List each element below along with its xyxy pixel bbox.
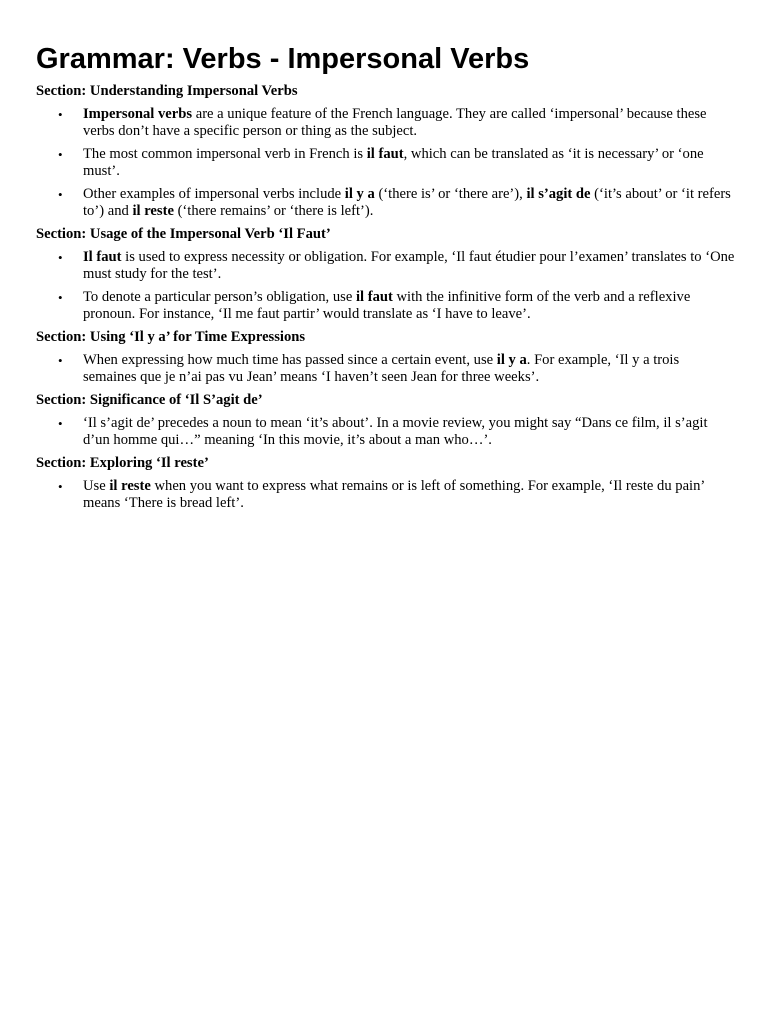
bullet-text: are a unique feature of the French language. They are called ‘impersonal’ because these verbs don’t have a specific person or thing as the subject. (83, 106, 707, 139)
bullet-item (36, 249, 736, 283)
bold-term: Impersonal verbs (83, 106, 193, 122)
bullet-icon: • (58, 416, 63, 431)
bullet-text: (‘it’s about’ or ‘it refers to’) and (83, 186, 731, 219)
section (36, 455, 736, 512)
bullet-icon: • (58, 353, 63, 368)
bullet-text: , which can be translated as ‘it is necessary’ or ‘one must’. (83, 146, 704, 179)
bullet-text: ‘Il s’agit de’ precedes a noun to mean ‘it’s about’. In a movie review, you might say “Dans ce film, il s’agit d’un homme qui…” meaning ‘In this movie, it’s about a man who…’. (83, 415, 708, 448)
bullet-icon: • (58, 290, 63, 305)
section (36, 83, 736, 220)
section-heading: Section: Exploring ‘Il reste’ (36, 455, 209, 471)
bold-term: il reste (132, 203, 174, 219)
bullet-item (36, 106, 736, 140)
section (36, 329, 736, 386)
bullet-text: Other examples of impersonal verbs include (83, 186, 345, 202)
bold-term: il y a (344, 186, 375, 202)
section-heading: Section: Understanding Impersonal Verbs (36, 83, 298, 99)
bullet-item (36, 478, 736, 512)
page-title: Grammar: Verbs - Impersonal Verbs (36, 43, 530, 75)
section-heading: Section: Significance of ‘Il S’agit de’ (36, 392, 263, 408)
bullet-icon: • (58, 250, 63, 265)
bullet-list (36, 478, 736, 512)
bold-term: il faut (355, 289, 393, 305)
bullet-list (36, 352, 736, 386)
section (36, 392, 736, 449)
section-heading: Section: Using ‘Il y a’ for Time Expressions (36, 329, 306, 345)
bold-term: il y a (496, 352, 527, 368)
bullet-list (36, 249, 736, 323)
bullet-list (36, 106, 736, 220)
bold-term: il reste (109, 478, 151, 494)
bullet-item (36, 352, 736, 386)
bullet-text: To denote a particular person’s obligation, use (83, 289, 356, 305)
bullet-text: When expressing how much time has passed since a certain event, use (83, 352, 497, 368)
bullet-icon: • (58, 187, 63, 202)
bullet-item (36, 289, 736, 323)
bullet-text: (‘there remains’ or ‘there is left’). (173, 203, 374, 219)
bullet-text: The most common impersonal verb in French is (83, 146, 367, 162)
bullet-item (36, 186, 736, 220)
bullet-text: (‘there is’ or ‘there are’), (374, 186, 527, 202)
bold-term: il s’agit de (526, 186, 591, 202)
bullet-text: Use (83, 478, 110, 494)
bold-term: Il faut (83, 249, 122, 265)
bullet-text: with the infinitive form of the verb and a reflexive pronoun. For instance, ‘Il me faut partir’ would translate as ‘I have to leave’. (83, 289, 691, 322)
bullet-icon: • (58, 147, 63, 162)
section (36, 226, 736, 323)
bullet-item (36, 415, 736, 449)
bullet-item (36, 146, 736, 180)
bullet-text: is used to express necessity or obligation. For example, ‘Il faut étudier pour l’examen’ translates to ‘One must study for the test’. (83, 249, 735, 282)
bullet-text: when you want to express what remains or is left of something. For example, ‘Il reste du pain’ means ‘There is bread left’. (83, 478, 705, 511)
section-heading: Section: Usage of the Impersonal Verb ‘Il Faut’ (36, 226, 331, 242)
bullet-text: . For example, ‘Il y a trois semaines que je n’ai pas vu Jean’ means ‘I haven’t seen Jean for three weeks’. (83, 352, 680, 385)
bold-term: il faut (366, 146, 404, 162)
bullet-icon: • (58, 107, 63, 122)
document-body (36, 83, 736, 518)
bullet-list (36, 415, 736, 449)
bullet-icon: • (58, 479, 63, 494)
